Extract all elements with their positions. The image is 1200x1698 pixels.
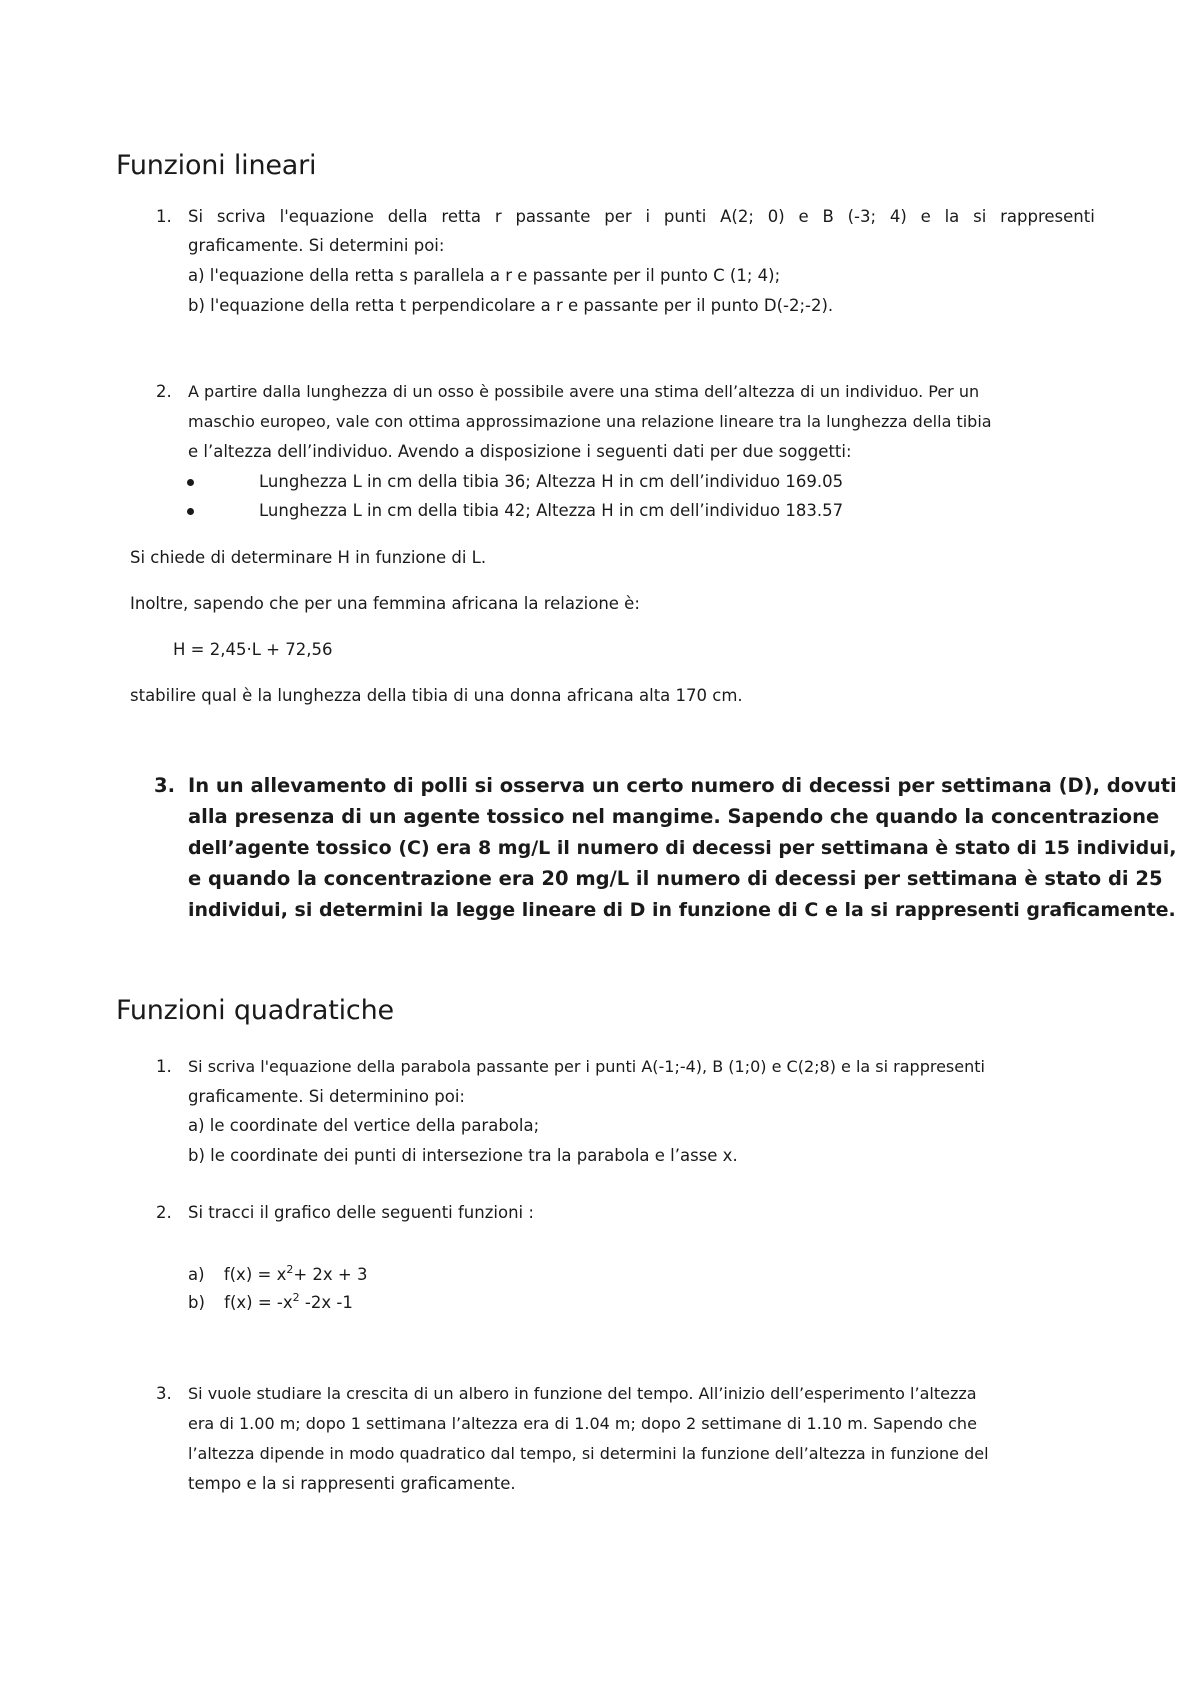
exercise-number: 2.: [156, 382, 172, 401]
function-b-exponent: 2: [292, 1291, 300, 1304]
section-title-funzioni-lineari: Funzioni lineari: [116, 150, 317, 181]
exercise-2-paragraph-3: stabilire qual è la lunghezza della tibia di una donna africana alta 170 cm.: [130, 686, 743, 705]
function-a: [188, 1265, 368, 1285]
justified-word: si: [973, 207, 987, 226]
quadratic-exercise-3-line-1: Si vuole studiare la crescita di un albero in funzione del tempo. All’inizio dell’esperimento l’altezza: [188, 1384, 977, 1403]
exercise-1-item-b: b) l'equazione della retta t perpendicolare a r e passante per il punto D(-2;-2).: [188, 296, 834, 315]
bullet-dot: [187, 479, 194, 486]
quadratic-exercise-2-line-1: Si tracci il grafico delle seguenti funzioni :: [188, 1203, 534, 1222]
justified-word: 0): [767, 207, 785, 226]
exercise-2-paragraph-1: Si chiede di determinare H in funzione di L.: [130, 548, 487, 567]
justified-word: e: [798, 207, 809, 226]
bullet-dot: [187, 508, 194, 515]
exercise-number: 3.: [156, 1384, 172, 1403]
justified-word: scriva: [216, 207, 266, 226]
exercise-number: 2.: [156, 1203, 172, 1222]
function-b: [188, 1293, 353, 1313]
quadratic-exercise-1-item-a: a) le coordinate del vertice della parabola;: [188, 1116, 540, 1135]
justified-word: i: [645, 207, 651, 226]
exercise-1-item-a: a) l'equazione della retta s parallela a r e passante per il punto C (1; 4);: [188, 266, 781, 285]
exercise-number: 3.: [154, 774, 175, 797]
quadratic-exercise-1-line-2: graficamente. Si determinino poi:: [188, 1087, 465, 1106]
justified-word: rappresenti: [1000, 207, 1095, 226]
justified-word: 4): [889, 207, 907, 226]
function-a-label: a): [188, 1265, 205, 1284]
justified-word: e: [920, 207, 931, 226]
function-b-lhs: f(x) = -x: [224, 1293, 293, 1312]
exercise-number: 1.: [156, 1057, 172, 1076]
exercise-3-line-3: dell’agente tossico (C) era 8 mg/L il numero di decessi per settimana è stato di 15 individui,: [188, 837, 1177, 859]
function-a-lhs: f(x) = x: [223, 1265, 287, 1284]
exercise-1-line-2: graficamente. Si determini poi:: [188, 236, 445, 255]
function-b-rhs: -2x -1: [299, 1293, 353, 1312]
justified-word: della: [387, 207, 428, 226]
exercise-1-line-1: [188, 207, 1095, 227]
justified-word: l'equazione: [279, 207, 374, 226]
quadratic-exercise-1-item-b: b) le coordinate dei punti di intersezione tra la parabola e l’asse x.: [188, 1146, 738, 1165]
exercise-3-line-4: e quando la concentrazione era 20 mg/L il numero di decessi per settimana è stato di 25: [188, 867, 1163, 890]
exercise-2-bullet-2: Lunghezza L in cm della tibia 42; Altezza H in cm dell’individuo 183.57: [259, 501, 844, 520]
exercise-number: 1.: [156, 207, 172, 226]
justified-word: retta: [441, 207, 482, 226]
exercise-2-paragraph-2: Inoltre, sapendo che per una femmina africana la relazione è:: [130, 594, 640, 613]
function-a-exponent: 2: [286, 1263, 294, 1276]
function-a-rhs: + 2x + 3: [293, 1265, 368, 1284]
exercise-2-line-2: maschio europeo, vale con ottima approssimazione una relazione lineare tra la lunghezza della tibia: [188, 412, 992, 431]
justified-word: Si: [188, 207, 204, 226]
exercise-2-line-1: A partire dalla lunghezza di un osso è possibile avere una stima dell’altezza di un individuo. Per un: [188, 382, 980, 401]
quadratic-exercise-3-line-4: tempo e la si rappresenti graficamente.: [188, 1474, 516, 1493]
justified-word: r: [494, 207, 502, 226]
justified-word: la: [944, 207, 960, 226]
function-b-label: b): [188, 1293, 205, 1312]
justified-word: punti: [663, 207, 707, 226]
quadratic-exercise-3-line-2: era di 1.00 m; dopo 1 settimana l’altezza era di 1.04 m; dopo 2 settimane di 1.10 m. Sapendo che: [188, 1414, 977, 1433]
justified-word: A(2;: [720, 207, 754, 226]
quadratic-exercise-3-line-3: l’altezza dipende in modo quadratico dal tempo, si determini la funzione dell’altezza in funzione del: [188, 1444, 989, 1463]
section-title-funzioni-quadratiche: Funzioni quadratiche: [116, 995, 394, 1026]
exercise-3-line-1: In un allevamento di polli si osserva un certo numero di decessi per settimana (D), dovuti: [188, 774, 1177, 797]
exercise-2-formula: H = 2,45·L + 72,56: [173, 640, 333, 659]
exercise-2-bullet-1: Lunghezza L in cm della tibia 36; Altezza H in cm dell’individuo 169.05: [259, 472, 844, 491]
justified-word: (-3;: [847, 207, 877, 226]
justified-word: passante: [515, 207, 591, 226]
exercise-3-line-2: alla presenza di un agente tossico nel mangime. Sapendo che quando la concentrazione: [188, 805, 1160, 828]
exercise-3-line-5: individui, si determini la legge lineare di D in funzione di C e la si rappresenti graficamente.: [188, 899, 1176, 921]
exercise-2-line-3: e l’altezza dell’individuo. Avendo a disposizione i seguenti dati per due soggetti:: [188, 442, 852, 461]
justified-word: B: [822, 207, 834, 226]
justified-word: per: [604, 207, 632, 226]
quadratic-exercise-1-line-1: Si scriva l'equazione della parabola passante per i punti A(-1;-4), B (1;0) e C(2;8) e la si rappresenti: [188, 1057, 985, 1076]
